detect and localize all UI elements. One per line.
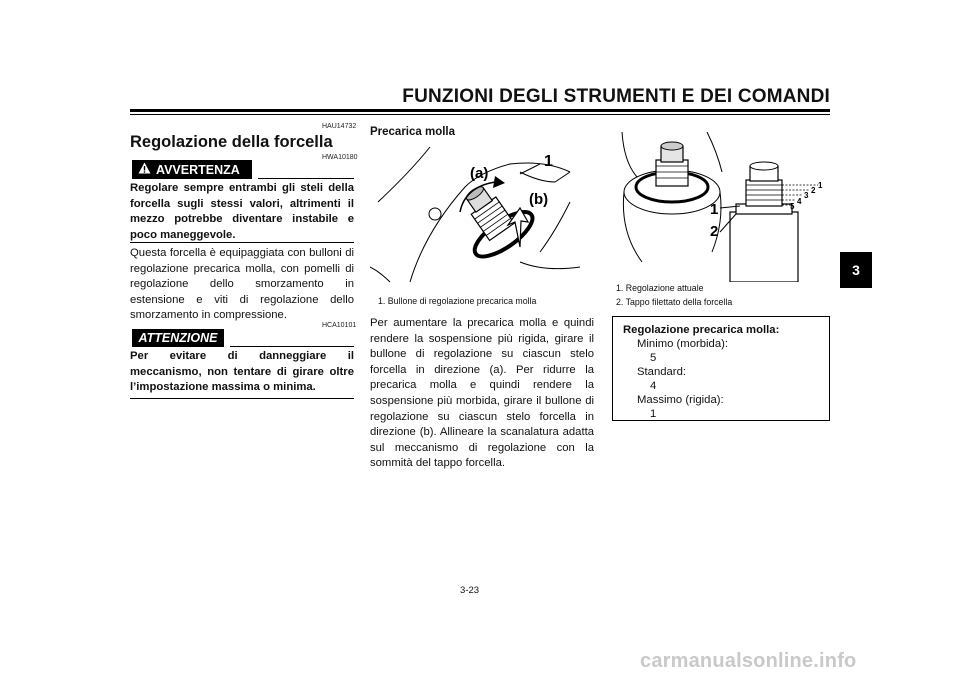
callout-2-label: 2 [710,223,719,240]
spec-std-value: 4 [650,380,657,392]
arrow-b-label: (b) [529,191,549,208]
watermark: carmanualsonline.info [640,650,857,672]
caution-badge: ATTENZIONE [132,329,224,347]
warning-code: HWA10180 [322,154,358,161]
fork-cap-figure [612,132,832,282]
warning-end-rule [130,242,354,243]
warning-triangle-icon [138,162,151,177]
section-title: Regolazione della forcella [130,133,333,151]
caution-rule [230,346,354,347]
spec-max-value: 1 [650,408,657,420]
callout-1-label: 1 [710,201,719,218]
figure-b-caption-2: 2. Tappo filettato della forcella [616,297,733,307]
scale-mark-5: 5 [790,202,795,211]
arrow-a-label: (a) [470,165,489,182]
preload-bolt-illustration [370,142,592,287]
caution-text: Per evitare di danneggiare il meccanismo, non tentare di girare oltre l’impostazione massima o minima. [130,350,354,394]
section-code: HAU14732 [322,123,357,130]
callout-1-label: 1 [544,153,553,170]
spec-max-label: Massimo (rigida): [637,394,724,406]
caution-code: HCA10101 [322,322,357,329]
scale-mark-3: 3 [804,191,809,200]
intro-paragraph: Questa forcella è equipaggiata con bulloni di regolazione precarica molla, con pomelli di regolazione dello smorzamento in estensione e viti di regolazione dello smorzamento in compressione. [130,247,354,322]
spec-min-value: 5 [650,352,657,364]
caution-end-rule [130,398,354,399]
page-header-title: FUNZIONI DEGLI STRUMENTI E DEI COMANDI [402,86,830,107]
header-rule [130,109,830,112]
spec-std-label: Standard: [637,366,686,378]
warning-badge [132,160,252,179]
header-rule-thin [130,114,830,115]
warning-text: Regolare sempre entrambi gli steli della forcella sugli stessi valori, altrimenti il mezzo potrebbe diventare instabile e poco maneggevole. [130,182,354,241]
chapter-tab: 3 [840,252,872,288]
figure-a-caption: 1. Bullone di regolazione precarica molla [378,296,537,306]
preload-title: Precarica molla [370,126,456,138]
preload-bolt-figure [370,142,592,287]
spec-title: Regolazione precarica molla: [623,324,780,336]
warning-rule [258,178,354,179]
scale-mark-4: 4 [797,197,802,206]
figure-b-caption-1: 1. Regolazione attuale [616,283,704,293]
scale-mark-1: 1 [818,181,823,190]
spec-box [612,316,830,421]
warning-label: AVVERTENZA [156,162,240,177]
page-number: 3-23 [460,585,480,596]
preload-paragraph: Per aumentare la precarica molla e quindi rendere la sospensione più rigida, girare il bullone di regolazione su ciascun stelo forcella in direzione (a). Per ridurre la precarica molla e quindi rendere la sospensione più morbida, girare il bullone di regolazione su ciascun stelo forcella in direzione (b). Allineare la scanalatura adatta sul meccanismo di regolazione con la sommità del tappo forcella. [370,317,594,470]
fork-cap-illustration [612,132,832,282]
scale-mark-2: 2 [811,186,816,195]
spec-min-label: Minimo (morbida): [637,338,729,350]
